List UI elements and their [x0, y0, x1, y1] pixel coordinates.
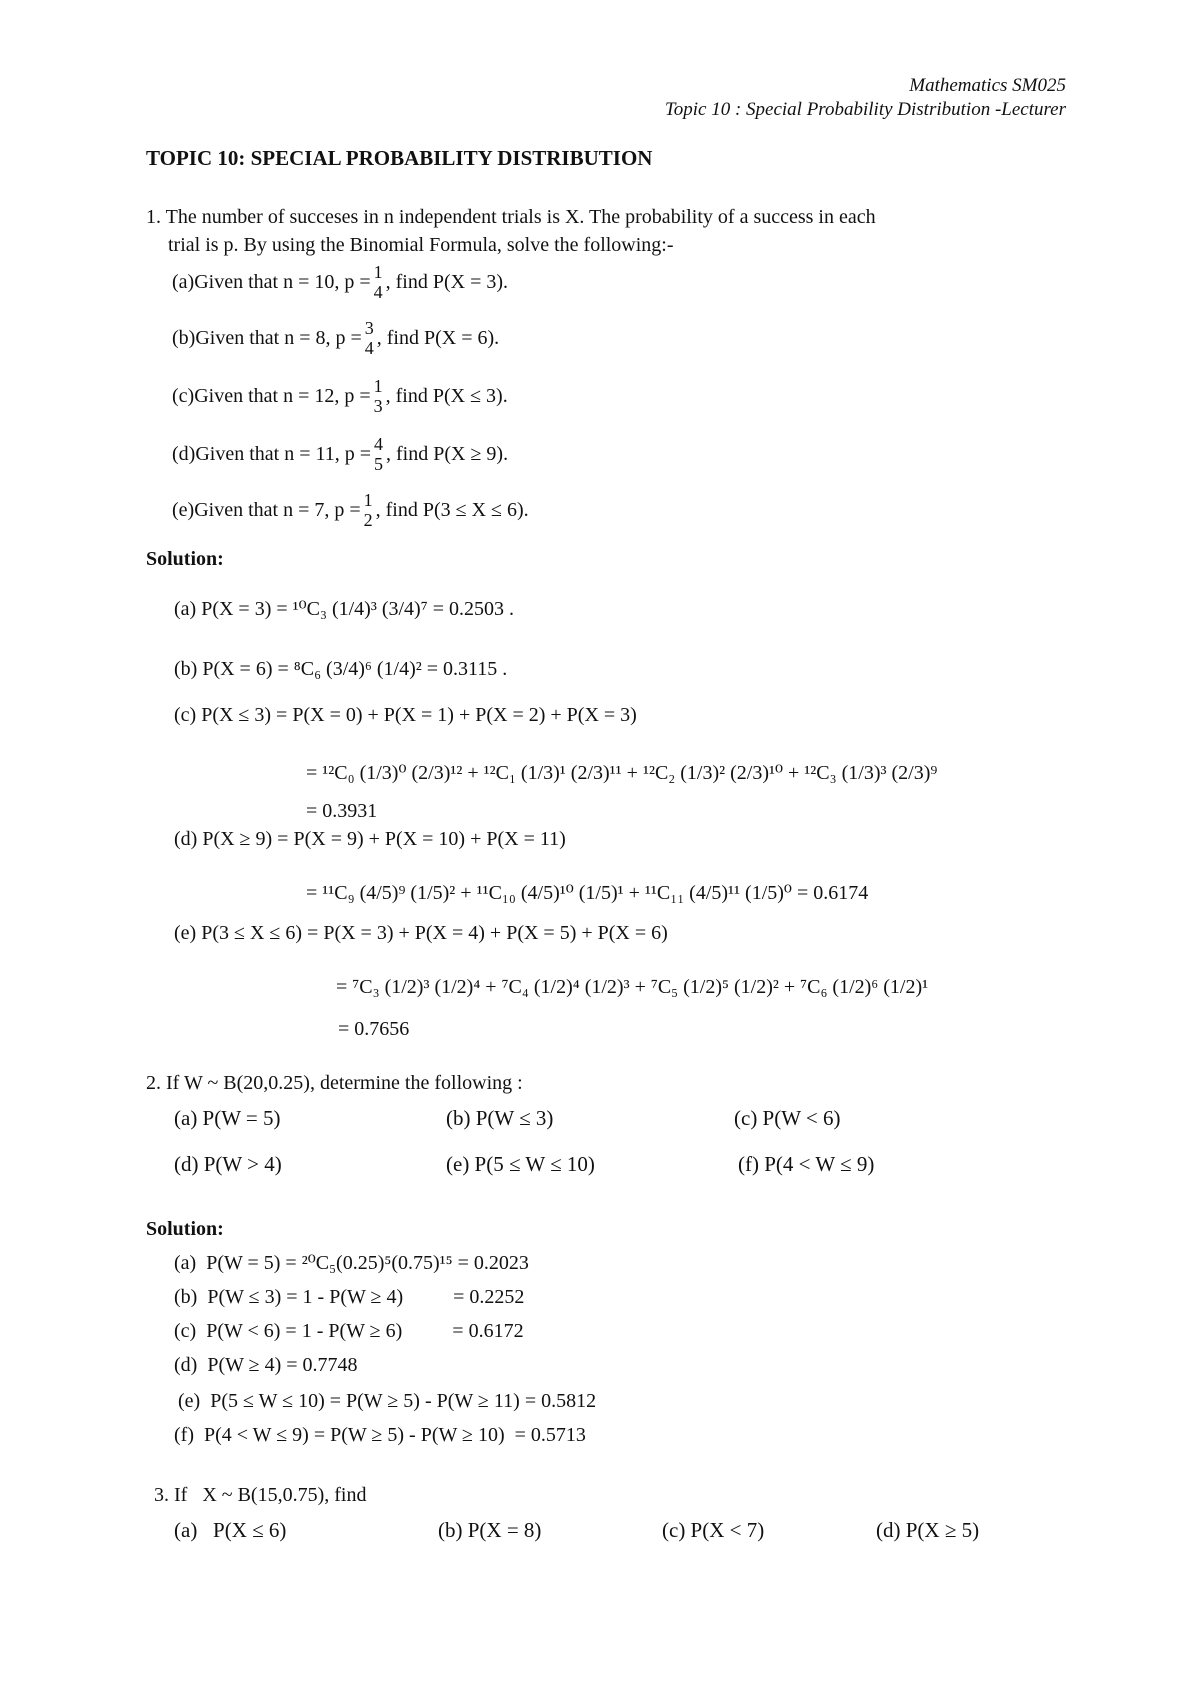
- q2-part-f: (f) P(4 < W ≤ 9): [738, 1152, 875, 1176]
- q1-solution-label: Solution:: [146, 548, 224, 570]
- q1-part-a-post: , find P(X = 3).: [385, 270, 509, 293]
- q1-part-b: [172, 318, 499, 358]
- denominator: 3: [373, 396, 383, 416]
- q2-solution-d: (d) P(W ≥ 4) = 0.7748: [174, 1354, 358, 1376]
- q1-intro-line2: trial is p. By using the Binomial Formula, solve the following:-: [168, 234, 674, 256]
- q1-part-e-fraction: [364, 490, 373, 530]
- page-title: TOPIC 10: SPECIAL PROBABILITY DISTRIBUTION: [146, 146, 653, 170]
- numerator: 3: [364, 318, 374, 338]
- q1-solution-d-expansion: = ¹¹C₉ (4/5)⁹ (1/5)² + ¹¹C₁₀ (4/5)¹⁰ (1/5)¹ + ¹¹C₁₁ (4/5)¹¹ (1/5)⁰ = 0.6174: [306, 882, 869, 904]
- q1-part-b-fraction: [365, 318, 374, 358]
- q1-solution-c-result: = 0.3931: [306, 800, 378, 822]
- q2-intro: 2. If W ~ B(20,0.25), determine the following :: [146, 1072, 523, 1094]
- q2-part-a: (a) P(W = 5): [174, 1106, 281, 1130]
- denominator: 4: [373, 282, 383, 302]
- q1-part-b-pre: (b)Given that n = 8, p =: [172, 326, 362, 349]
- q1-part-a-fraction: [374, 262, 383, 302]
- numerator: 4: [374, 434, 384, 454]
- q2-solution-e: (e) P(5 ≤ W ≤ 10) = P(W ≥ 5) - P(W ≥ 11) = 0.5812: [178, 1390, 597, 1412]
- q1-part-a-pre: (a)Given that n = 10, p =: [172, 270, 371, 293]
- q1-part-a: [172, 262, 508, 302]
- q2-part-c: (c) P(W < 6): [734, 1106, 841, 1130]
- q3-parts: [174, 1518, 1074, 1558]
- numerator: 1: [363, 490, 373, 510]
- q3-part-d: (d) P(X ≥ 5): [876, 1518, 980, 1542]
- q1-part-c-pre: (c)Given that n = 12, p =: [172, 384, 371, 407]
- q1-part-b-post: , find P(X = 6).: [376, 326, 500, 349]
- numerator: 1: [373, 376, 383, 396]
- q2-solution-b: (b) P(W ≤ 3) = 1 - P(W ≥ 4) = 0.2252: [174, 1286, 525, 1308]
- q1-solution-e-result: = 0.7656: [338, 1018, 410, 1040]
- q1-solution-c: (c) P(X ≤ 3) = P(X = 0) + P(X = 1) + P(X = 2) + P(X = 3): [174, 704, 637, 726]
- q1-intro-line1: 1. The number of succeses in n independent trials is X. The probability of a success in each: [146, 206, 876, 228]
- q2-part-b: (b) P(W ≤ 3): [446, 1106, 554, 1130]
- q2-part-e: (e) P(5 ≤ W ≤ 10): [446, 1152, 595, 1176]
- q1-part-e-pre: (e)Given that n = 7, p =: [172, 498, 361, 521]
- denominator: 4: [364, 338, 374, 358]
- q1-part-d: [172, 434, 508, 474]
- numerator: 1: [373, 262, 383, 282]
- q1-solution-d: (d) P(X ≥ 9) = P(X = 9) + P(X = 10) + P(X = 11): [174, 828, 566, 850]
- q1-part-d-pre: (d)Given that n = 11, p =: [172, 442, 372, 465]
- page-header: [665, 74, 1066, 122]
- q1-part-c-fraction: [374, 376, 383, 416]
- q1-solution-e-expansion: = ⁷C₃ (1/2)³ (1/2)⁴ + ⁷C₄ (1/2)⁴ (1/2)³ + ⁷C₅ (1/2)⁵ (1/2)² + ⁷C₆ (1/2)⁶ (1/2)¹: [336, 976, 929, 998]
- q1-part-d-post: , find P(X ≥ 9).: [386, 442, 509, 465]
- header-topic: Topic 10 : Special Probability Distribution -Lecturer: [664, 99, 1066, 120]
- q3-part-c: (c) P(X < 7): [662, 1518, 765, 1542]
- denominator: 5: [374, 454, 384, 474]
- q1-part-c: [172, 376, 508, 416]
- q1-part-d-fraction: [374, 434, 383, 474]
- q2-parts: [174, 1106, 934, 1186]
- q3-part-b: (b) P(X = 8): [438, 1518, 542, 1542]
- q1-solution-a: (a) P(X = 3) = ¹⁰C₃ (1/4)³ (3/4)⁷ = 0.2503 .: [174, 598, 514, 620]
- q1-solution-e: (e) P(3 ≤ X ≤ 6) = P(X = 3) + P(X = 4) + P(X = 5) + P(X = 6): [174, 922, 668, 944]
- q2-solution-label: Solution:: [146, 1218, 224, 1240]
- denominator: 2: [363, 510, 373, 530]
- q1-solution-c-expansion: = ¹²C₀ (1/3)⁰ (2/3)¹² + ¹²C₁ (1/3)¹ (2/3)¹¹ + ¹²C₂ (1/3)² (2/3)¹⁰ + ¹²C₃ (1/3)³ (2/3)⁹: [306, 762, 938, 784]
- q2-solution-a: (a) P(W = 5) = ²⁰C₅(0.25)⁵(0.75)¹⁵ = 0.2023: [174, 1252, 529, 1274]
- q1-part-c-post: , find P(X ≤ 3).: [385, 384, 508, 407]
- q2-solution-f: (f) P(4 < W ≤ 9) = P(W ≥ 5) - P(W ≥ 10) = 0.5713: [174, 1424, 586, 1446]
- q1-part-e: [172, 490, 529, 530]
- q2-solution-c: (c) P(W < 6) = 1 - P(W ≥ 6) = 0.6172: [174, 1320, 524, 1342]
- header-course: Mathematics SM025: [909, 75, 1066, 96]
- q1-part-e-post: , find P(3 ≤ X ≤ 6).: [375, 498, 529, 521]
- q3-part-a: (a) P(X ≤ 6): [174, 1518, 287, 1542]
- q3-intro: 3. If X ~ B(15,0.75), find: [154, 1484, 367, 1506]
- q1-solution-b: (b) P(X = 6) = ⁸C₆ (3/4)⁶ (1/4)² = 0.3115 .: [174, 658, 508, 680]
- q2-part-d: (d) P(W > 4): [174, 1152, 282, 1176]
